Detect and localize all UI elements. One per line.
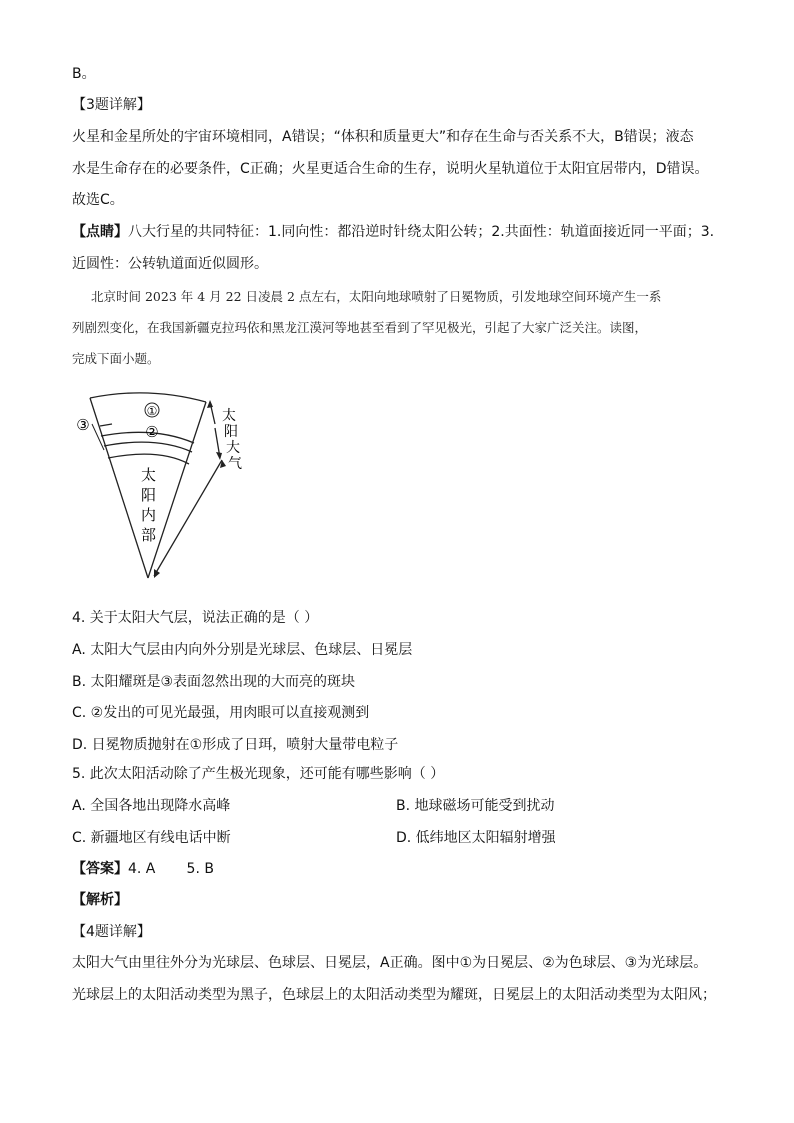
- question-4: 4. 关于太阳大气层，说法正确的是（ ）: [72, 610, 319, 626]
- analysis-heading: 【解析】: [72, 892, 128, 908]
- layer-1-label: ①: [146, 404, 158, 418]
- passage-line: 北京时间 2023 年 4 月 22 日凌晨 2 点左右，太阳向地球喷射了日冕物质，引发地球空间环境产生一系: [91, 289, 662, 304]
- sun-structure-diagram: [70, 388, 250, 584]
- answer-tag: 【答案】: [72, 861, 128, 877]
- tip-line: [72, 222, 714, 242]
- interior-char: 阳: [141, 486, 157, 504]
- question-5-option-a: A. 全国各地出现降水高峰: [72, 798, 231, 814]
- atmosphere-char: 阳: [224, 424, 238, 440]
- question-4-option-d: D. 日冕物质抛射在①形成了日珥，喷射大量带电粒子: [72, 737, 399, 753]
- tip-text: 八大行星的共同特征：1.同向性：都沿逆时针绕太阳公转；2.共面性：轨道面接近同一平面；3.: [128, 224, 715, 240]
- sun-atmosphere-label: [222, 407, 242, 472]
- passage-line: 列剧烈变化，在我国新疆克拉玛依和黑龙江漠河等地甚至看到了罕见极光，引起了大家广泛关注。读图，: [72, 320, 648, 335]
- section-3-heading: 【3题详解】: [72, 97, 151, 113]
- question-4-option-b: B. 太阳耀斑是③表面忽然出现的大而亮的斑块: [72, 674, 356, 690]
- layer-3-label: ③: [76, 416, 90, 434]
- layer-2-label: ②: [145, 423, 159, 441]
- question-4-option-c: C. ②发出的可见光最强，用肉眼可以直接观测到: [72, 705, 370, 721]
- explanation-line: 水是生命存在的必要条件，C正确；火星更适合生命的生存，说明火星轨道位于太阳宜居带内，D错误。: [72, 161, 709, 177]
- section-4-heading: 【4题详解】: [72, 924, 151, 940]
- answer-line: [72, 859, 214, 879]
- question-5: 5. 此次太阳活动除了产生极光现象，还可能有哪些影响（ ）: [72, 766, 445, 782]
- sun-interior-label: [141, 466, 156, 544]
- atmosphere-char: 太: [222, 408, 236, 424]
- atmosphere-char: 气: [228, 456, 242, 472]
- question-5-option-c: C. 新疆地区有线电话中断: [72, 830, 231, 846]
- explanation-line: 故选C。: [72, 192, 124, 208]
- detail-line: 太阳大气由里往外分为光球层、色球层、日冕层，A正确。图中①为日冕层、②为色球层、③为光球层。: [72, 955, 708, 971]
- tip-tag: 【点睛】: [72, 224, 128, 240]
- question-5-option-d: D. 低纬地区太阳辐射增强: [396, 830, 556, 846]
- explanation-line: 火星和金星所处的宇宙环境相同，A错误；“体积和质量更大”和存在生命与否关系不大，B错误；液态: [72, 129, 694, 145]
- atmosphere-char: 大: [226, 440, 240, 456]
- passage-line: 完成下面小题。: [72, 351, 160, 366]
- answer-text: 4. A 5. B: [128, 861, 214, 877]
- line-b: B。: [72, 66, 96, 82]
- interior-char: 内: [141, 506, 157, 524]
- interior-char: 太: [141, 466, 157, 484]
- detail-line: 光球层上的太阳活动类型为黑子，色球层上的太阳活动类型为耀斑，日冕层上的太阳活动类型为太阳风；: [72, 987, 716, 1003]
- question-5-option-b: B. 地球磁场可能受到扰动: [396, 798, 555, 814]
- question-4-option-a: A. 太阳大气层由内向外分别是光球层、色球层、日冕层: [72, 642, 413, 658]
- interior-char: 部: [141, 526, 157, 544]
- tip-line: 近圆性：公转轨道面近似圆形。: [72, 256, 268, 272]
